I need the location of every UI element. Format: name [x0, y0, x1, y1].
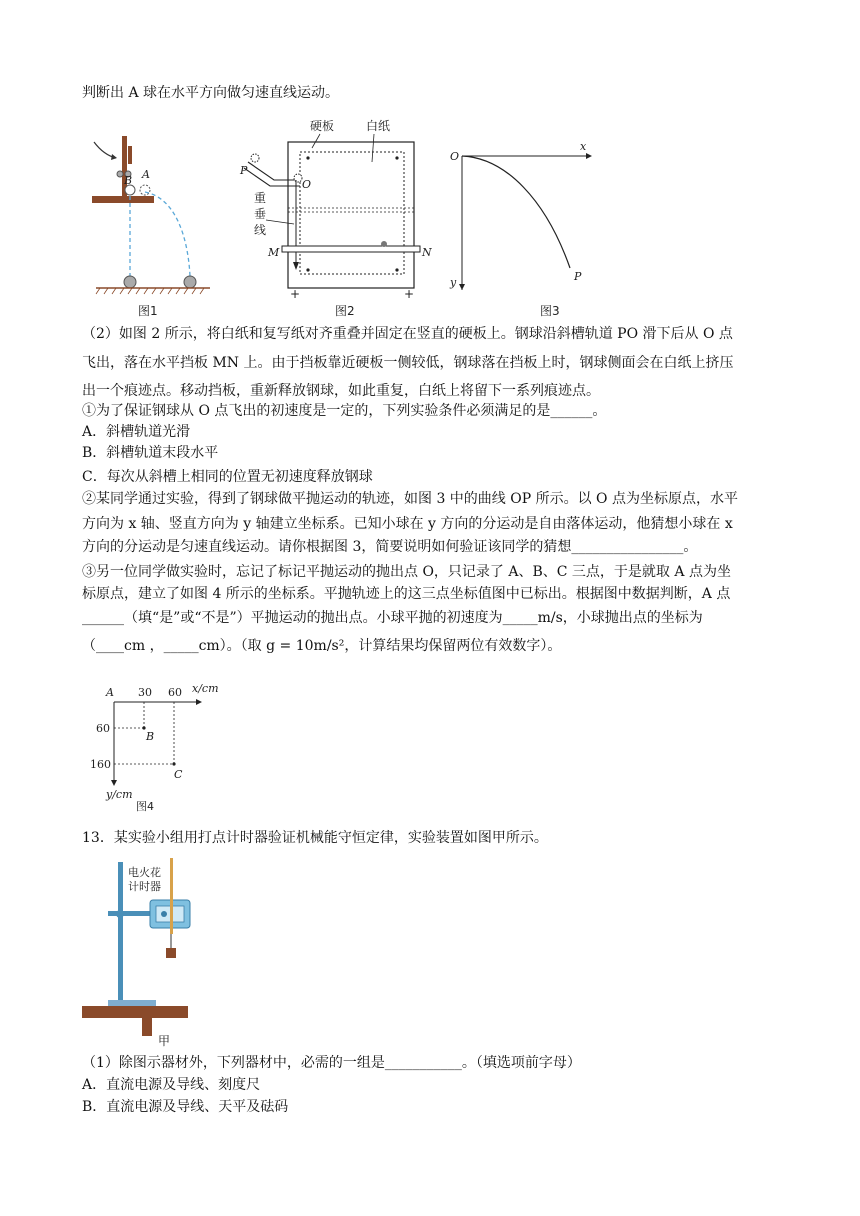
svg-text:+: + — [404, 287, 415, 301]
fig4-x-tick-60: 60 — [168, 686, 182, 699]
fig1-label-b: B — [124, 174, 133, 187]
fig3-caption: 图3 — [540, 304, 560, 318]
figure-jia — [80, 854, 210, 1038]
fig3-label-x: x — [580, 140, 587, 153]
fig3-label-o: O — [450, 150, 460, 163]
figure-1 — [86, 128, 216, 300]
fig4-caption: 图4 — [136, 800, 154, 813]
fig3-label-p: P — [574, 270, 582, 283]
fig4-y-axis-label: y/cm — [106, 788, 133, 801]
fig-jia-caption: 甲 — [158, 1034, 171, 1048]
q13-sub-1: （1）除图示器材外，下列器材中，必需的一组是___________。（填选项前字母） — [82, 1055, 581, 1071]
svg-text:+: + — [290, 287, 301, 301]
fig2-label-p: P — [240, 164, 248, 177]
q13-stem: 13．某实验小组用打点计时器验证机械能守恒定律，实验装置如图甲所示。 — [82, 830, 548, 846]
fig4-x-axis-label: x/cm — [192, 682, 219, 695]
q1-option-a: A．斜槽轨道光滑 — [82, 424, 191, 440]
figure-3 — [446, 140, 596, 300]
fig4-label-a: A — [106, 686, 114, 699]
intro-line: 判断出 A 球在水平方向做匀速直线运动。 — [82, 85, 340, 101]
fig2-label-plumb-3: 线 — [254, 223, 267, 237]
fig2-label-hardboard: 硬板 — [310, 119, 335, 133]
q2-line-2: 方向为 x 轴、竖直方向为 y 轴建立坐标系。已知小球在 y 方向的分运动是自由落体运动，他猜想小球在 x — [82, 516, 733, 532]
fig4-x-tick-30: 30 — [138, 686, 152, 699]
q3-line-2: 标原点，建立了如图 4 所示的坐标系。平抛轨迹上的这三点坐标值图中已标出。根据图中数据判断，A 点 — [82, 586, 731, 602]
figure-2 — [234, 112, 434, 302]
q3-line-3: ______（填“是”或“不是”）平抛运动的抛出点。小球平抛的初速度为_____m/s，小球抛出点的坐标为 — [82, 610, 703, 626]
figure-4 — [84, 682, 219, 814]
q2-line-3: 方向的分运动是匀速直线运动。请你根据图 3，简要说明如何验证该同学的猜想________________。 — [82, 539, 698, 555]
fig2-label-plumb-1: 重 — [254, 191, 267, 205]
q3-line-4: （____cm ，_____cm）。（取 g = 10m/s²，计算结果均保留两位有效数字）。 — [82, 638, 562, 654]
q1-option-c: C．每次从斜槽上相同的位置无初速度释放钢球 — [82, 469, 373, 485]
fig4-label-b: B — [146, 730, 155, 743]
timer-label-2: 计时器 — [128, 880, 161, 893]
q13-option-b: B．直流电源及导线、天平及砝码 — [82, 1099, 289, 1115]
fig2-caption: 图2 — [335, 304, 355, 318]
fig4-y-tick-160: 160 — [90, 758, 111, 771]
fig2-label-n: N — [422, 246, 432, 259]
fig1-caption: 图1 — [138, 304, 158, 318]
fig3-label-y: y — [450, 276, 457, 289]
fig2-label-m: M — [268, 246, 280, 259]
fig2-label-paper: 白纸 — [366, 119, 391, 133]
p2-line-2: 飞出，落在水平挡板 MN 上。由于挡板靠近硬板一侧较低，钢球落在挡板上时，钢球侧面会在白纸上挤压 — [82, 355, 734, 371]
q2-line-1: ②某同学通过实验，得到了钢球做平抛运动的轨迹，如图 3 中的曲线 OP 所示。以 O 点为坐标原点，水平 — [82, 491, 738, 507]
timer-label-1: 电火花 — [128, 866, 161, 879]
fig1-label-a: A — [142, 168, 150, 181]
fig2-label-o: O — [302, 178, 312, 191]
fig2-label-plumb-2: 垂 — [254, 207, 267, 221]
fig4-label-c: C — [174, 768, 183, 781]
p2-line-3: 出一个痕迹点。移动挡板，重新释放钢球，如此重复，白纸上将留下一系列痕迹点。 — [82, 383, 600, 399]
p2-line-1: （2）如图 2 所示，将白纸和复写纸对齐重叠并固定在竖直的硬板上。钢球沿斜槽轨道 PO 滑下后从 O 点 — [82, 326, 733, 342]
fig4-y-tick-60: 60 — [96, 722, 110, 735]
q13-option-a: A．直流电源及导线、刻度尺 — [82, 1077, 261, 1093]
q3-line-1: ③另一位同学做实验时，忘记了标记平抛运动的抛出点 O，只记录了 A、B、C 三点，于是就取 A 点为坐 — [82, 564, 731, 580]
q1-option-b: B．斜槽轨道末段水平 — [82, 445, 219, 461]
q1-text: ①为了保证钢球从 O 点飞出的初速度是一定的，下列实验条件必须满足的是______。 — [82, 403, 607, 419]
